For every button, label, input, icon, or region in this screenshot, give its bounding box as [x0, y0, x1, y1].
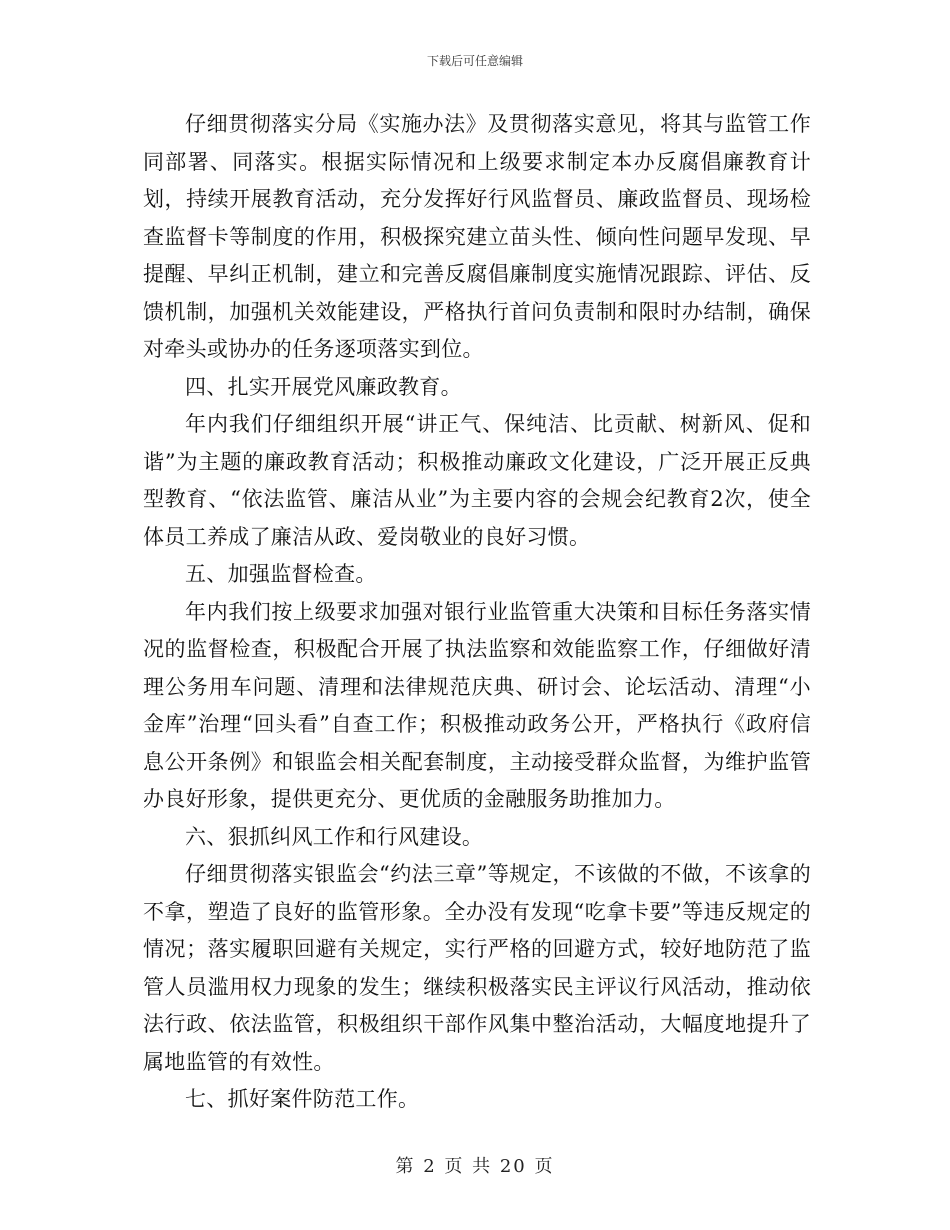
section-heading-7: 七、抓好案件防范工作。: [185, 1087, 420, 1111]
page-header: 下载后可任意编辑: [426, 54, 523, 68]
section-heading-5: 五、加强监督检查。: [185, 562, 377, 586]
page-number-footer: 第 2 页 共 20 页: [395, 1156, 555, 1177]
paragraph-section-6: 仔细贯彻落实银监会“约法三章”等规定，不该做的不做，不该拿的不拿，塑造了良好的监管形象。全办没有发现“吃拿卡要”等违反规定的情况；落实履职回避有关规定，实行严格的回避方式，较好地防范了监管人员滥用权力现象的发生；继续积极落实民主评议行风活动，推动依法行政、依法监管，积极组织干部作风集中整治活动，大幅度地提升了属地监管的有效性。: [143, 862, 811, 1074]
paragraph-section-4: 年内我们仔细组织开展“讲正气、保纯洁、比贡献、树新风、促和谐”为主题的廉政教育活动；积极推动廉政文化建设，广泛开展正反典型教育、“依法监管、廉洁从业”为主要内容的会规会纪教育2次，使全体员工养成了廉洁从政、爱岗敬业的良好习惯。: [143, 412, 811, 549]
paragraph-section-5: 年内我们按上级要求加强对银行业监管重大决策和目标任务落实情况的监督检查，积极配合开展了执法监察和效能监察工作，仔细做好清理公务用车问题、清理和法律规范庆典、研讨会、论坛活动、清理“小金库”治理“回头看”自查工作；积极推动政务公开，严格执行《政府信息公开条例》和银监会相关配套制度，主动接受群众监督，为维护监管办良好形象，提供更充分、更优质的金融服务助推加力。: [143, 599, 811, 811]
section-heading-4: 四、扎实开展党风廉政教育。: [185, 374, 462, 399]
section-heading-6: 六、狠抓纠风工作和行风建设。: [185, 824, 484, 849]
paragraph-intro: 仔细贯彻落实分局《实施办法》及贯彻落实意见，将其与监管工作同部署、同落实。根据实际情况和上级要求制定本办反腐倡廉教育计划，持续开展教育活动，充分发挥好行风监督员、廉政监督员、现场检查监督卡等制度的作用，积极探究建立苗头性、倾向性问题早发现、早提醒、早纠正机制，建立和完善反腐倡廉制度实施情况跟踪、评估、反馈机制，加强机关效能建设，严格执行首问负责制和限时办结制，确保对牵头或协办的任务逐项落实到位。: [143, 112, 811, 361]
document-body: [143, 106, 811, 1119]
